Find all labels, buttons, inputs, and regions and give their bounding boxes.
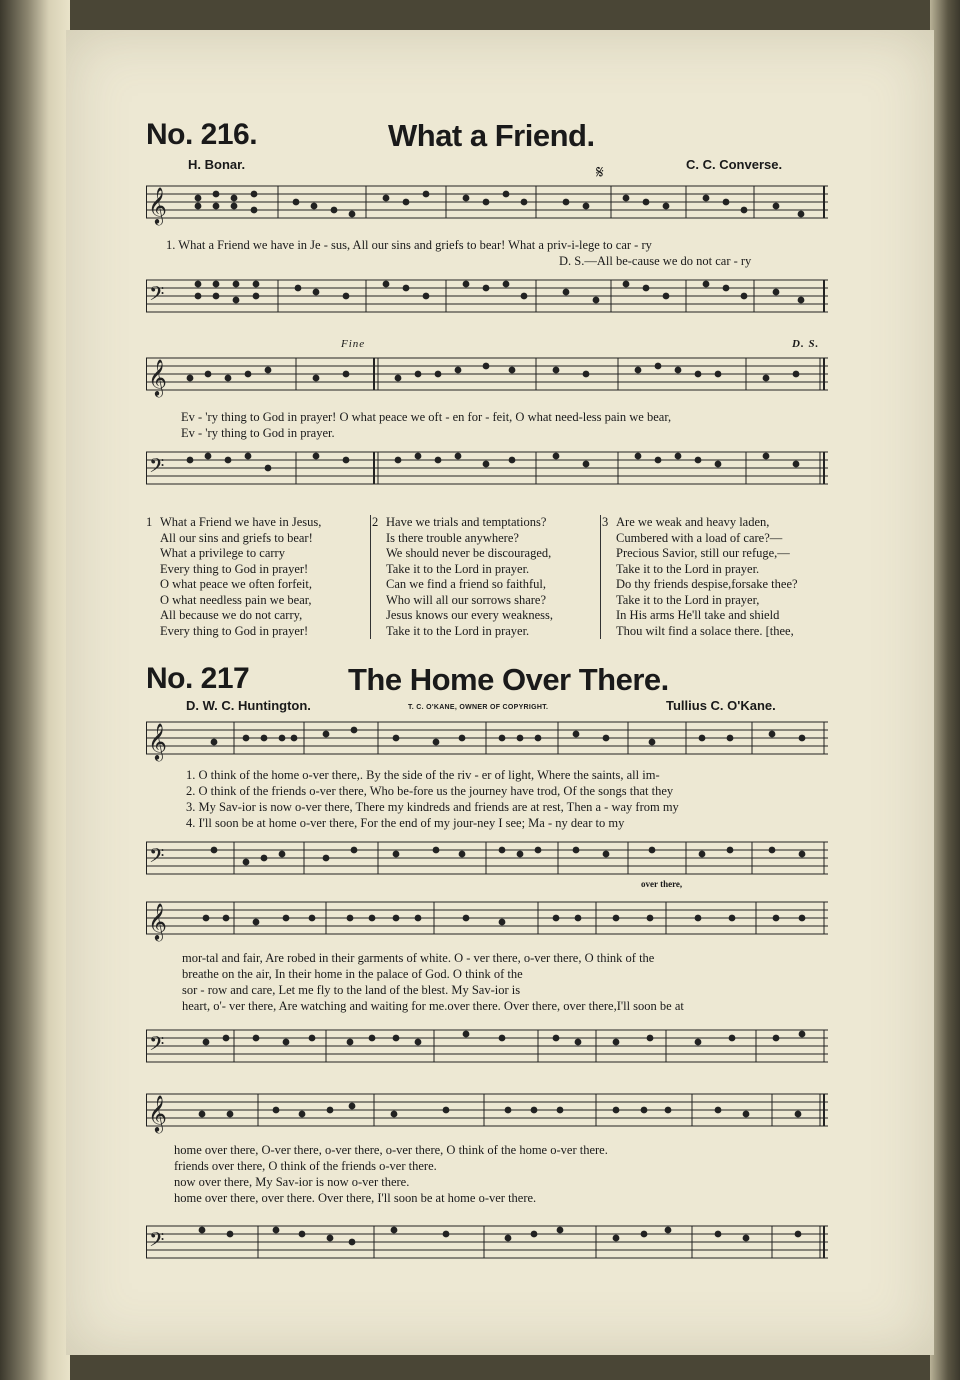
verse-line: We should never be discouraged,: [386, 546, 552, 560]
hymn-217-system-3-lyric-2: friends over there, O think of the friends o-ver there.: [174, 1159, 437, 1173]
verse-divider: [600, 515, 601, 639]
hymn-217-system-2-bass-staff: [146, 1024, 828, 1072]
verse-line: Is there trouble anywhere?: [386, 530, 519, 545]
verse-line: O what needless pain we bear,: [160, 592, 312, 607]
book-edge-right: [930, 0, 960, 1380]
hymn-216-verse-1: [146, 515, 322, 639]
hymn-217-system-2-treble-staff: [146, 896, 828, 944]
verse-line: Thou wilt find a solace there. [thee,: [616, 623, 794, 638]
hymn-217-system-2-lyric-1: mor-tal and fair, Are robed in their garments of white. O - ver there, o-ver there, O think of the: [182, 951, 655, 965]
hymn-217-system-3-lyric-4: home over there, over there. Over there, I'll soon be at home o-ver there.: [174, 1191, 537, 1205]
verse-line: Can we find a friend so faithful,: [386, 577, 547, 591]
verse-line: Every thing to God in prayer!: [160, 561, 309, 576]
hymn-217-system-1-lyric-4: 4. I'll soon be at home o-ver there, For the end of my jour-ney I see; Ma - ny dear to my: [186, 816, 625, 830]
hymn-217-system-3-treble-staff: [146, 1088, 828, 1136]
hymn-217-system-1-treble-staff: [146, 716, 828, 764]
hymn-217-system-3-lyric-3: now over there, My Sav-ior is now o-ver there.: [174, 1175, 410, 1189]
hymn-217-system-1-lyric-3: 3. My Sav-ior is now o-ver there, There my kindreds and friends are at rest, Then a - way from my: [186, 800, 679, 814]
verse-line: All our sins and griefs to bear!: [160, 530, 313, 545]
svg-text:𝄞: 𝄞: [148, 902, 167, 940]
svg-text:𝄢: 𝄢: [149, 844, 165, 872]
hymn-216-verse-2: [372, 515, 553, 639]
verse-line: Precious Savior, still our refuge,—: [616, 546, 790, 560]
hymn-217-author: D. W. C. Huntington.: [186, 698, 311, 713]
verse-line: What a privilege to carry: [160, 546, 285, 560]
verse-line: Take it to the Lord in prayer,: [616, 592, 760, 607]
verse-line: Do thy friends despise,forsake thee?: [616, 577, 798, 591]
hymn-216-system-2-treble-staff: [146, 352, 828, 400]
hymn-216-title: What a Friend.: [388, 118, 595, 153]
verse-line: All because we do not carry,: [160, 608, 303, 622]
svg-text:𝄢: 𝄢: [149, 1228, 165, 1256]
hymnal-page: [66, 30, 934, 1355]
verse-line: Who will all our sorrows share?: [386, 592, 547, 607]
verse-line: Jesus knows our every weakness,: [386, 608, 553, 622]
hymn-217-system-2-lyric-3: sor - row and care, Let me fly to the land of the blest. My Sav-ior is: [182, 983, 521, 997]
hymn-216-number: No. 216.: [146, 118, 258, 151]
verse-divider: [370, 515, 371, 639]
verse-line: Cumbered with a load of care?—: [616, 530, 783, 545]
hymn-216-system-1-lyric-ds: D. S.—All be-cause we do not car - ry: [559, 254, 752, 268]
segno-icon: 𝄋: [596, 162, 605, 182]
hymn-216-ds-marker: D. S.: [792, 338, 820, 350]
verse-number: 3: [602, 515, 609, 529]
verse-line: Have we trials and temptations?: [386, 515, 547, 529]
svg-text:𝄢: 𝄢: [149, 454, 165, 482]
verse-number: 2: [372, 515, 379, 529]
hymn-217-system-1-lyric-1: 1. O think of the home o-ver there,. By the side of the riv - er of light, Where the saints, all im-: [186, 768, 660, 782]
hymn-216-verse-3: [602, 515, 798, 639]
hymn-217-title: The Home Over There.: [348, 662, 669, 697]
hymn-217-composer: Tullius C. O'Kane.: [666, 698, 776, 713]
verse-line: Are we weak and heavy laden,: [616, 515, 770, 529]
verse-line: What a Friend we have in Jesus,: [160, 515, 322, 529]
verse-line: Take it to the Lord in prayer.: [386, 623, 530, 638]
hymn-216-system-1-bass-staff: [146, 274, 828, 330]
hymn-217-system-2-lyric-2: breathe on the air, In their home in the palace of God. O think of the: [182, 967, 523, 981]
hymn-216-system-2-lyric-verse: Ev - 'ry thing to God in prayer! O what peace we oft - en for - feit, O what need-less pain we bear,: [181, 410, 672, 424]
verse-number: 1: [146, 515, 153, 529]
verse-line: Every thing to God in prayer!: [160, 623, 309, 638]
hymn-217-system-1-lyric-2: 2. O think of the friends o-ver there, Who be-fore us the journey have trod, Of the songs that they: [186, 784, 674, 798]
hymn-216-system-1-treble-staff: [146, 180, 828, 228]
hymn-216-composer: C. C. Converse.: [686, 157, 783, 172]
book-gutter-left: [0, 0, 70, 1380]
hymn-217-system-2-lyric-4: heart, o'- ver there, Are watching and waiting for me.over there. Over there, over there,I'll soon be at: [182, 999, 684, 1013]
hymn-217-system-3-bass-staff: [146, 1220, 828, 1270]
verse-line: In His arms He'll take and shield: [616, 608, 780, 622]
hymn-216-fine-marker: Fine: [341, 338, 366, 350]
verse-line: O what peace we often forfeit,: [160, 577, 313, 591]
svg-text:𝄞: 𝄞: [148, 186, 167, 224]
hymn-216-system-2-lyric-ds: Ev - 'ry thing to God in prayer.: [181, 426, 335, 440]
hymn-216-author: H. Bonar.: [188, 157, 246, 172]
hymn-216-system-1-lyric-verse: 1. What a Friend we have in Je - sus, All our sins and griefs to bear! What a priv-i-lege to car - ry: [166, 238, 652, 252]
hymn-217-system-1-bass-note: over there,: [641, 879, 683, 889]
hymn-217-system-1-bass-staff: [146, 836, 828, 884]
hymn-217-system-3-lyric-1: home over there, O-ver there, o-ver there, o-ver there, O think of the home o-ver there.: [174, 1143, 608, 1157]
svg-text:𝄢: 𝄢: [149, 1032, 165, 1060]
hymn-216-system-2-bass-staff: [146, 446, 828, 502]
svg-text:𝄞: 𝄞: [148, 1094, 167, 1132]
svg-text:𝄞: 𝄞: [148, 722, 167, 760]
verse-line: Take it to the Lord in prayer.: [386, 561, 530, 576]
hymn-217-number: No. 217: [146, 662, 250, 695]
svg-text:𝄢: 𝄢: [149, 282, 165, 310]
hymn-217-copyright: T. C. O'KANE, OWNER OF COPYRIGHT.: [408, 704, 549, 711]
svg-text:𝄞: 𝄞: [148, 358, 167, 396]
verse-line: Take it to the Lord in prayer.: [616, 561, 760, 576]
